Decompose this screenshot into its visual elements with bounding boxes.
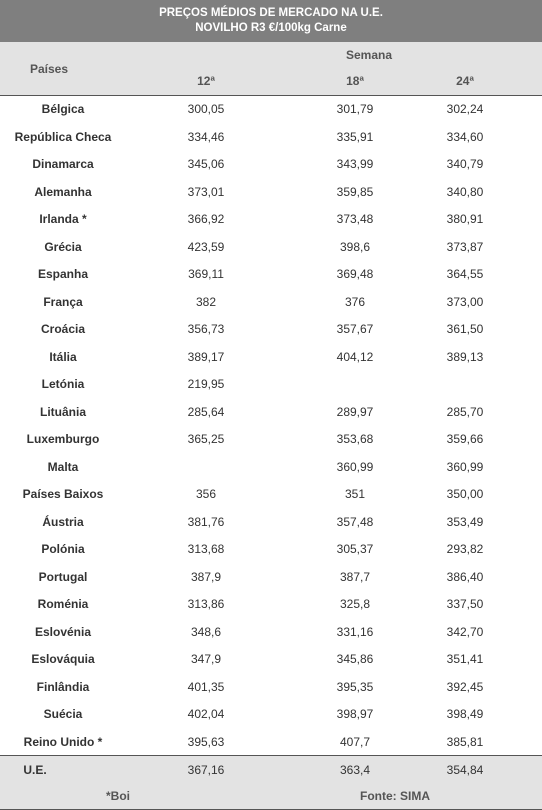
table-title-line2: NOVILHO R3 €/100kg Carne [195,22,347,34]
week-18-cell: 305,37 [336,542,374,556]
week-24-cell: 389,13 [446,349,484,364]
country-cell: Letónia [41,377,85,391]
week-18-cell: 387,7 [339,569,371,584]
week-12-cell: 381,76 [187,514,225,529]
table-row [0,619,542,647]
week-18-cell: 398,97 [336,707,374,721]
table-row [0,124,542,152]
week-12-cell: 348,6 [190,624,222,639]
week-12-cell: 219,95 [187,377,225,391]
week-24-cell: 386,40 [446,569,484,584]
week-12-cell: 369,11 [188,267,224,281]
source-note: Fonte: SIMA [360,789,430,803]
week-12-cell: 300,05 [187,102,225,116]
week-12-cell: 423,59 [187,239,225,254]
week-12-cell: 402,04 [187,707,225,721]
week-12-cell: 345,06 [187,157,225,171]
header-countries: Países [29,61,69,76]
week-12-cell: 401,35 [187,679,225,694]
week-18-cell: 395,35 [336,679,374,694]
week-18-cell: 343,99 [336,157,374,171]
table-row [0,481,542,509]
week-12-cell: 347,9 [190,652,222,666]
week-18-cell: 351 [344,487,366,501]
eu-week-18: 363,4 [339,763,371,777]
country-cell: Itália [49,349,77,364]
table-row [0,729,542,757]
table-row [0,316,542,344]
country-cell: Irlanda * [39,212,87,226]
week-18-cell: 360,99 [336,459,374,474]
table-row [0,206,542,234]
table-row [0,536,542,564]
week-24-cell: 373,87 [446,239,484,254]
week-18-cell: 301,79 [336,102,374,116]
week-12-cell: 387,9 [190,569,222,584]
table-row [0,426,542,454]
week-18-cell: 407,7 [339,734,371,749]
week-18-cell: 353,68 [336,432,374,446]
country-cell: Bélgica [41,102,85,116]
country-cell: Eslováquia [31,652,95,666]
week-18-cell: 369,48 [336,267,374,281]
country-cell: Luxemburgo [26,432,100,446]
week-18-cell: 404,12 [336,349,374,364]
week-12-cell: 356,73 [187,322,225,336]
country-cell: Eslovénia [34,624,92,639]
table-row [0,261,542,289]
table-title-line1: PREÇOS MÉDIOS DE MERCADO NA U.E. [159,7,383,19]
country-cell: França [43,294,83,309]
country-cell: Portugal [38,569,88,584]
country-cell: Espanha [37,267,88,281]
week-12-cell: 313,86 [187,597,225,611]
table-row [0,151,542,179]
header-week-12: 12ª [197,74,215,88]
week-24-cell: 337,50 [446,597,484,611]
table-row [0,509,542,537]
table-header [0,42,542,96]
header-week-group: Semana [345,48,393,62]
week-24-cell: 385,81 [446,734,484,749]
table-row [0,564,542,592]
week-12-cell: 395,63 [187,734,225,749]
table-row [0,701,542,729]
week-18-cell: 376 [344,294,366,309]
table-row [0,289,542,317]
week-24-cell: 340,79 [446,157,484,171]
header-week-24: 24ª [456,74,474,88]
week-24-cell: 302,24 [446,102,484,116]
country-cell: Áustria [42,514,84,529]
week-24-cell: 380,91 [446,212,484,226]
header-week-18: 18ª [346,74,364,88]
week-12-cell: 389,17 [187,349,225,364]
week-12-cell: 313,68 [187,542,225,556]
eu-label: U.E. [23,763,47,777]
table-row [0,674,542,702]
country-cell: Polónia [41,542,85,556]
country-cell: Suécia [43,707,83,721]
week-12-cell: 365,25 [187,432,225,446]
week-18-cell: 373,48 [336,212,374,226]
week-12-cell: 366,92 [187,212,225,226]
week-12-cell: 334,46 [187,129,225,144]
week-18-cell: 289,97 [336,404,374,419]
week-12-cell: 285,64 [187,404,225,419]
week-24-cell [405,371,525,399]
table-row [0,646,542,674]
week-24-cell: 340,80 [446,184,484,199]
eu-average-row [0,755,542,786]
table-row [0,371,542,399]
table-footer [0,785,542,810]
table-row [0,179,542,207]
table-body [0,96,542,756]
table-title [0,0,542,42]
country-cell: Países Baixos [22,487,104,501]
week-24-cell: 392,45 [446,679,484,694]
table-row [0,234,542,262]
week-12-cell [146,454,266,482]
table-row [0,591,542,619]
week-18-cell [295,371,415,399]
week-12-cell: 373,01 [187,184,225,199]
week-24-cell: 398,49 [446,707,484,721]
country-cell: Lituânia [39,404,86,419]
week-18-cell: 331,16 [336,624,374,639]
week-18-cell: 325,8 [339,597,371,611]
week-24-cell: 351,41 [446,652,484,666]
week-24-cell: 373,00 [446,294,484,309]
week-24-cell: 293,82 [446,542,484,556]
table-row [0,96,542,124]
week-24-cell: 285,70 [446,404,484,419]
week-24-cell: 360,99 [446,459,484,474]
country-cell: Finlândia [36,679,90,694]
week-18-cell: 335,91 [336,129,374,144]
week-24-cell: 359,66 [446,432,484,446]
footnote: *Boi [106,789,130,803]
table-row [0,344,542,372]
country-cell: Dinamarca [32,157,94,171]
country-cell: República Checa [14,129,112,144]
week-24-cell: 334,60 [446,129,484,144]
country-cell: Malta [47,459,79,474]
week-18-cell: 345,86 [336,652,374,666]
table-row [0,399,542,427]
week-24-cell: 353,49 [446,514,484,529]
week-18-cell: 359,85 [336,184,374,199]
week-18-cell: 357,48 [336,514,374,529]
country-cell: Reino Unido * [23,734,103,749]
country-cell: Grécia [44,239,82,254]
week-24-cell: 361,50 [446,322,484,336]
week-12-cell: 382 [195,294,217,309]
week-24-cell: 342,70 [446,624,484,639]
eu-week-12: 367,16 [187,763,225,777]
country-cell: Croácia [40,322,86,336]
week-12-cell: 356 [195,487,217,501]
week-18-cell: 398,6 [339,239,371,254]
table-row [0,454,542,482]
country-cell: Roménia [37,597,89,611]
week-24-cell: 364,55 [446,267,484,281]
country-cell: Alemanha [34,184,92,199]
eu-week-24: 354,84 [446,763,484,777]
week-18-cell: 357,67 [336,322,374,336]
week-24-cell: 350,00 [446,487,484,501]
